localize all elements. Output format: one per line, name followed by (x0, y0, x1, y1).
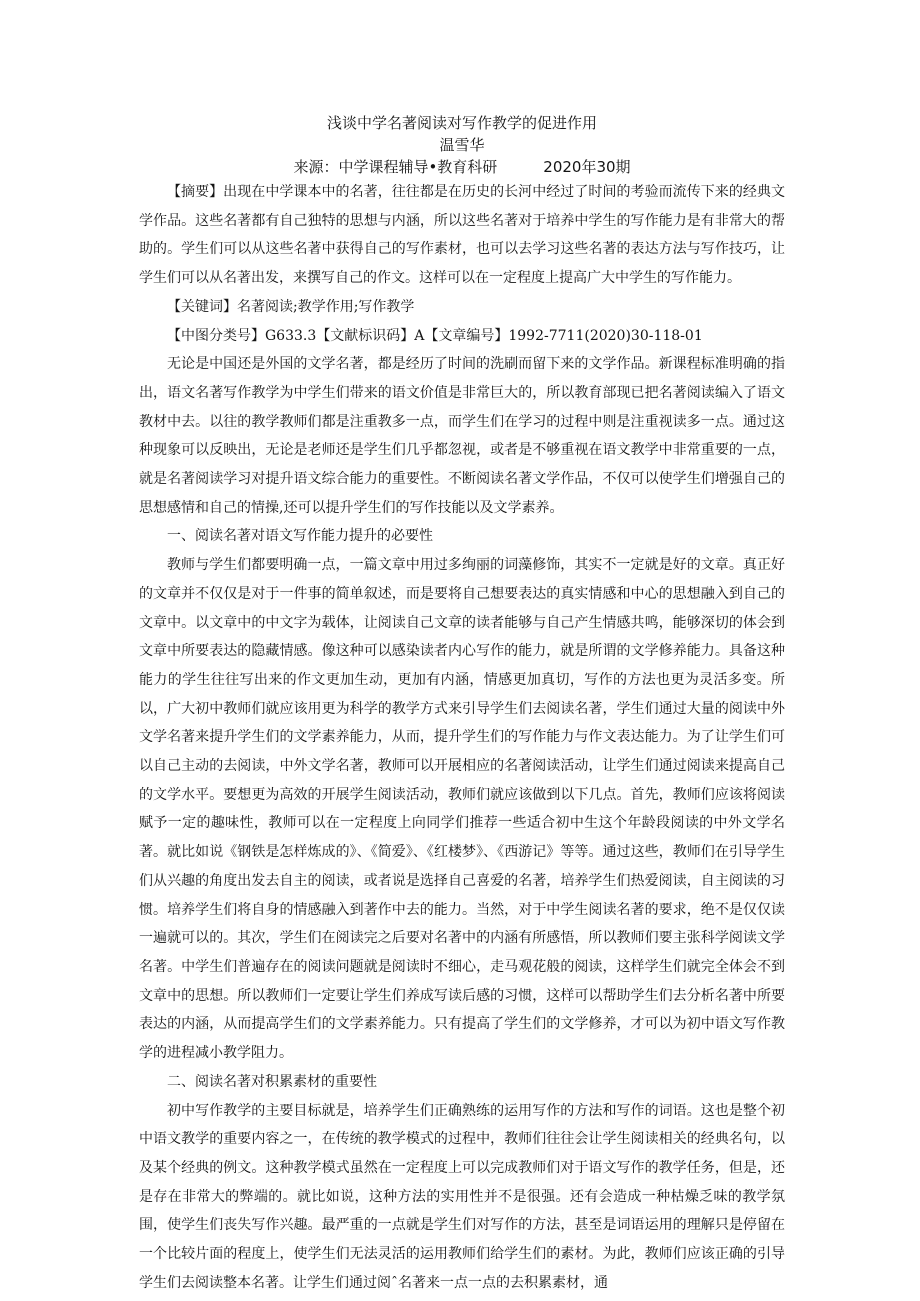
article-source (139, 156, 785, 178)
section-2-heading: 二、阅读名著对积累素材的重要性 (167, 1073, 377, 1090)
intro-paragraph: 无论是中国还是外国的文学名著，都是经历了时间的洗刷而留下来的文学作品。新课程标准明确的指出，语文名著写作教学为中学生们带来的语文价值是非常巨大的，所以教育部现已把名著阅读编入了语文教材中去。以往的教学教师们都是注重教多一点，而学生们在学习的过程中则是注重视读多一点。通过这种现象可以反映出，无论是老师还是学生们几乎都忽视，或者是不够重视在语文教学中非常重要的一点，就是名著阅读学习对提升语文综合能力的重要性。不断阅读名著文学作品，不仅可以使学生们增强自己的思想感情和自己的情操,还可以提升学生们的写作技能以及文学素养。 (139, 356, 785, 516)
classification-line: 【中图分类号】G633.3【文献标识码】A【文章编号】1992-7711(2020)30-118-01 (167, 327, 703, 344)
article-page (139, 110, 785, 1297)
section-1-body: 教师与学生们都要明确一点，一篇文章中用过多绚丽的词藻修饰，其实不一定就是好的文章。真正好的文章并不仅仅是对于一件事的简单叙述，而是要将自己想要表达的真实情感和中心的思想融入到自己的文章中。以文章中的中文字为载体，让阅读自己文章的读者能够与自己产生情感共鸣，能够深切的体会到文章中所要表达的隐藏情感。像这种可以感染读者内心写作的能力，就是所谓的文学修养能力。具备这种能力的学生往往写出来的作文更加生动，更加有内涵，情感更加真切，写作的方法也更为灵活多变。所以，广大初中教师们就应该用更为科学的教学方式来引导学生们去阅读名著，学生们通过大量的阅读中外文学名著来提升学生们的文学素养能力，从而，提升学生们的写作能力与作文表达能力。为了让学生们可以自己主动的去阅读，中外文学名著，教师可以开展相应的名著阅读活动，让学生们通过阅读来提高自己的文学水平。要想更为高效的开展学生阅读活动，教师们就应该做到以下几点。首先，教师们应该将阅读赋予一定的趣味性，教师可以在一定程度上向同学们推荐一些适合初中生这个年龄段阅读的中外文学名著。就比如说《钢铁是怎样炼成的》、《简爱》、《红楼梦》、《西游记》等等。通过这些，教师们在引导学生们从兴趣的角度出发去自主的阅读，或者说是选择自己喜爱的名著，培养学生们热爱阅读，自主阅读的习惯。培养学生们将自身的情感融入到著作中去的能力。当然，对于中学生阅读名著的要求，绝不是仅仅读一遍就可以的。其次，学生们在阅读完之后要对名著中的内涵有所感悟，所以教师们要主张科学阅读文学名著。中学生们普遍存在的阅读问题就是阅读时不细心，走马观花般的阅读，这样学生们就完全体会不到文章中的思想。所以教师们一定要让学生们养成写读后感的习惯，这样可以帮助学生们去分析名著中所要表达的内涵，从而提高学生们的文学素养能力。只有提高了学生们的文学修养，才可以为初中语文写作教学的进程减小教学阻力。 (139, 557, 785, 1062)
article-author: 温雪华 (439, 136, 485, 154)
abstract-paragraph: 【摘要】出现在中学课本中的名著，往往都是在历史的长河中经过了时间的考验而流传下来的经典文学作品。这些名著都有自己独特的思想与内涵，所以这些名著对于培养中学生的写作能力是有非常大的帮助的。学生们可以从这些名著中获得自己的写作素材，也可以去学习这些名著的表达方法与写作技巧，让学生们可以从名著出发，来撰写自己的作文。这样可以在一定程度上提高广大中学生的写作能力。 (139, 184, 785, 287)
section-2-body: 初中写作教学的主要目标就是，培养学生们正确熟练的运用写作的方法和写作的词语。这也是整个初中语文教学的重要内容之一，在传统的教学模式的过程中，教师们往往会让学生阅读相关的经典名句，以及某个经典的例文。这种教学模式虽然在一定程度上可以完成教师们对于语文写作的教学任务，但是，还是存在非常大的弊端的。就比如说，这种方法的实用性并不是很强。还有会造成一种枯燥乏味的教学氛围，使学生们丧失写作兴趣。最严重的一点就是学生们对写作的方法，甚至是词语运用的理解只是停留在一个比较片面的程度上，使学生们无法灵活的运用教师们给学生们的素材。为此，教师们应该正确的引导学生们去阅读整本名著。让学生们通过阅ˆ名著来一点一点的去积累素材，通 (139, 1102, 785, 1291)
article-title: 浅谈中学名著阅读对写作教学的促进作用 (326, 114, 597, 132)
issue-number: 2020年30期 (543, 158, 631, 176)
keywords-line: 【关键词】名著阅读;教学作用;写作教学 (167, 298, 415, 315)
section-1-heading: 一、阅读名著对语文写作能力提升的必要性 (167, 528, 433, 545)
source-label: 来源：中学课程辅导•教育科研 (293, 158, 498, 176)
